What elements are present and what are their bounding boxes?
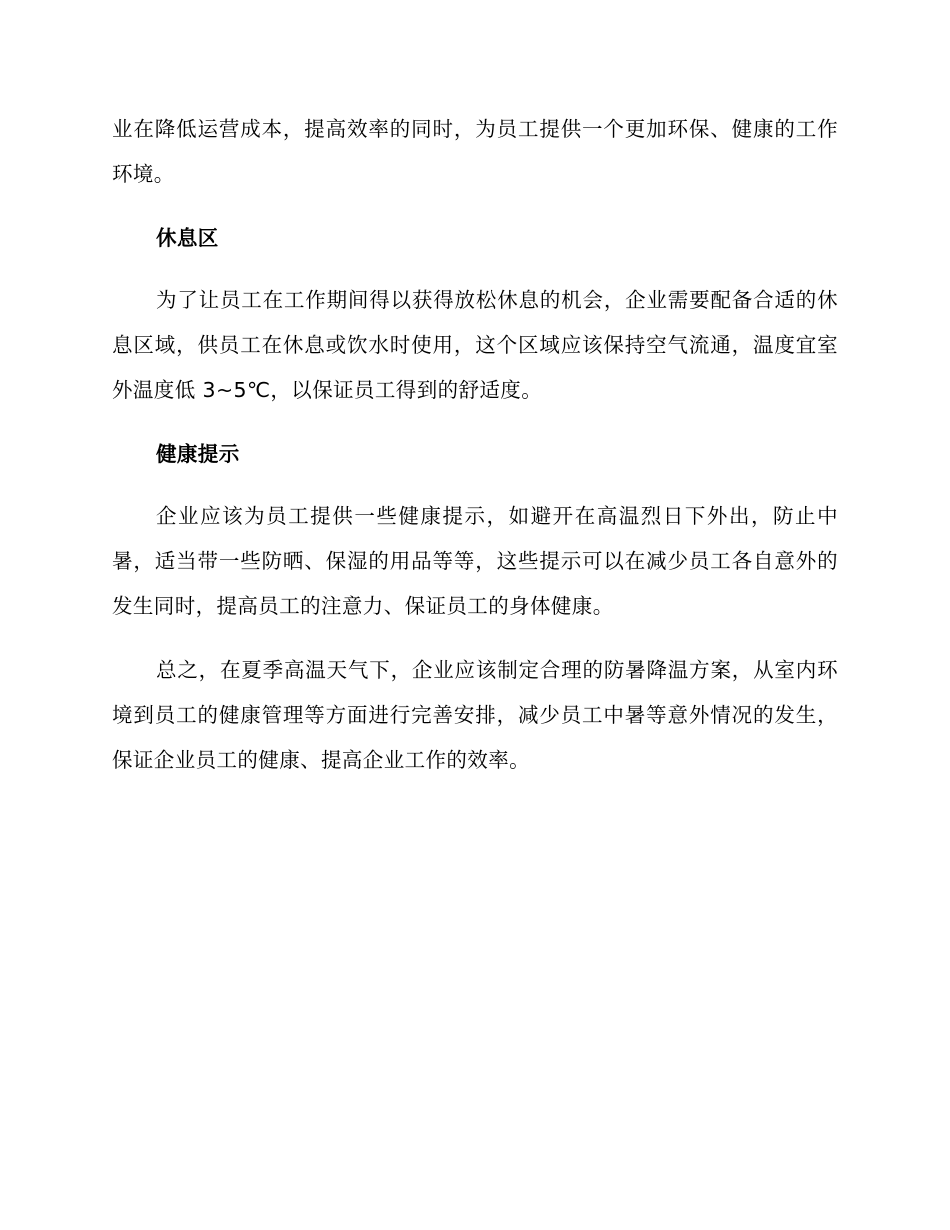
document-page	[112, 107, 838, 802]
section-heading-rest-area: 休息区	[156, 226, 219, 250]
paragraph-continuation: 业在降低运营成本，提高效率的同时，为员工提供一个更加环保、健康的工作环境。	[112, 117, 838, 186]
paragraph-rest-area: 为了让员工在工作期间得以获得放松休息的机会，企业需要配备合适的休息区域，供员工在休息或饮水时使用，这个区域应该保持空气流通，温度宜室外温度低 3~5℃，以保证员工得到的舒适度。	[112, 288, 838, 402]
paragraph-conclusion: 总之，在夏季高温天气下，企业应该制定合理的防暑降温方案，从室内环境到员工的健康管理等方面进行完善安排，减少员工中暑等意外情况的发生，保证企业员工的健康、提高企业工作的效率。	[112, 658, 838, 772]
paragraph-health-tips: 企业应该为员工提供一些健康提示，如避开在高温烈日下外出，防止中暑，适当带一些防晒、保湿的用品等等，这些提示可以在减少员工各自意外的发生同时，提高员工的注意力、保证员工的身体健康。	[112, 504, 838, 618]
section-heading-health-tips: 健康提示	[156, 442, 240, 466]
